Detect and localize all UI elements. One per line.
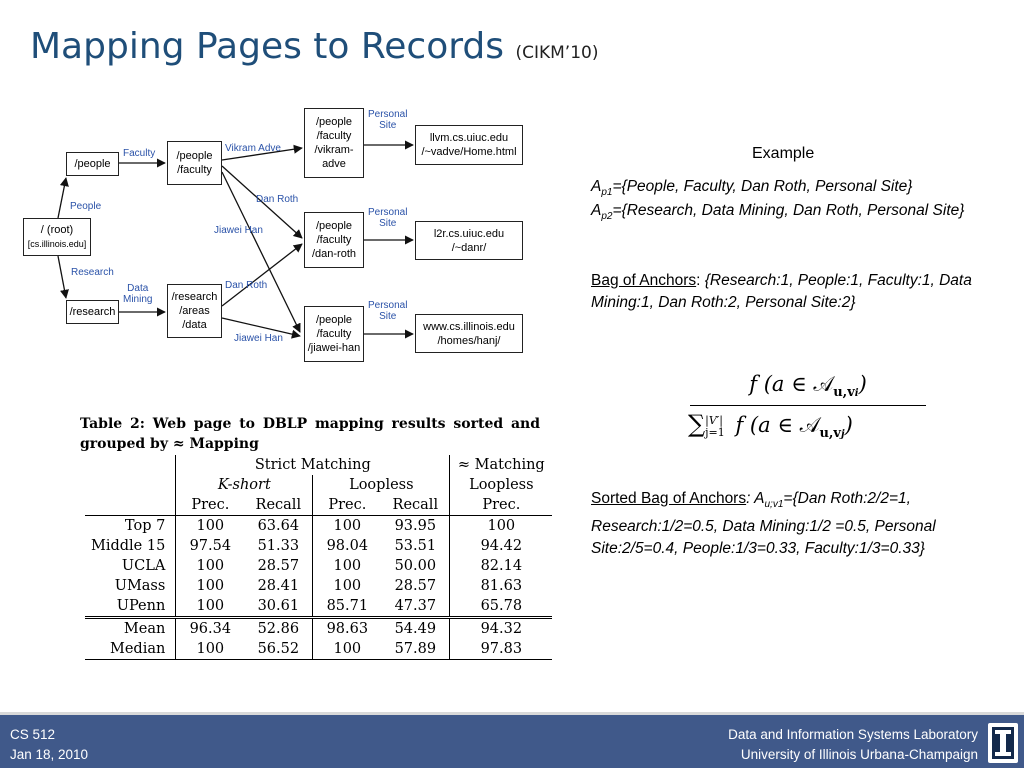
table-cell: 53.51 <box>394 538 437 554</box>
table-cell: 56.52 <box>257 641 300 657</box>
footer-date: Jan 18, 2010 <box>10 747 89 762</box>
title-venue: (CIKM’10) <box>515 43 599 63</box>
formula-denominator: ∑ |V′| j=1 f (a ∈ 𝒜$_{u,vj}$) <box>688 410 853 442</box>
edge-label-personal-site-3 <box>368 300 407 322</box>
formula-in: ∈ <box>777 413 793 437</box>
table-cell: 100 <box>176 596 245 618</box>
node-site-danr <box>415 221 523 260</box>
anchor-set-text: ={People, Faculty, Dan Roth, Personal Site} <box>612 178 913 195</box>
formula-subscript: i <box>854 388 859 400</box>
formula-anchor-set: 𝒜 <box>799 413 820 437</box>
row-label: UMass <box>114 578 166 594</box>
edge-label-data-mining <box>123 283 152 305</box>
anchor-set-label: A <box>591 202 602 219</box>
bag-of-anchors <box>591 270 991 314</box>
col-header: Prec. <box>176 495 245 516</box>
table-row <box>85 556 552 576</box>
table-cell: 57.89 <box>394 641 437 657</box>
bag-of-anchors-title: Bag of Anchors <box>591 272 697 289</box>
formula-sum: ∑ <box>688 410 706 438</box>
node-text: llvm.cs.uiuc.edu <box>429 132 509 144</box>
node-text: /people <box>315 314 353 326</box>
sub-header-loopless-approx: Loopless <box>450 475 553 495</box>
table-cell: 100 <box>313 639 382 660</box>
table-cell: 47.37 <box>394 598 437 614</box>
row-label: Median <box>109 641 166 657</box>
table-row <box>85 516 552 537</box>
col-header: Prec. <box>450 495 553 516</box>
footer-right <box>728 725 978 765</box>
table-cell: 100 <box>313 576 382 596</box>
table-cell: 28.57 <box>394 578 437 594</box>
node-research-label: /research <box>69 306 116 318</box>
row-label: Mean <box>123 621 166 637</box>
table-cell: 100 <box>450 516 553 537</box>
table-corner <box>85 455 176 475</box>
table-cell: 100 <box>176 516 245 537</box>
formula-f: f <box>735 413 744 437</box>
table-caption: Table 2: Web page to DBLP mapping results sorted and grouped by ≈ Mapping <box>80 416 540 452</box>
footer-left <box>10 725 88 765</box>
formula-subscript: j <box>840 429 845 441</box>
node-root-host: [cs.illinois.edu] <box>27 239 87 249</box>
table-cell: 100 <box>313 556 382 576</box>
formula-numerator: f (a ∈ 𝒜$_{u,vi}$) <box>749 372 867 401</box>
formula-a: a <box>758 413 771 437</box>
table-summary-row <box>85 639 552 660</box>
edge-label-text: Site <box>379 311 397 322</box>
node-text: /homes/hanj/ <box>437 334 501 347</box>
node-text: /faculty <box>316 234 352 246</box>
edge-label-text: Data <box>127 283 149 294</box>
edge-label-text: Site <box>379 120 397 131</box>
table-cell: 96.34 <box>176 618 245 640</box>
weight-formula <box>688 372 928 452</box>
table-summary <box>85 618 552 660</box>
formula-sum-upper: |V′| <box>705 413 723 427</box>
table-cell: 30.61 <box>257 598 300 614</box>
node-text: /research <box>171 291 218 303</box>
formula-fraction-bar <box>690 405 926 406</box>
table-summary-row <box>85 618 552 640</box>
node-text: /faculty <box>316 130 352 142</box>
anchor-set-subscript: p1 <box>601 187 613 199</box>
edge-label-text: Mining <box>123 294 153 305</box>
footer-lab: Data and Information Systems Laboratory <box>728 727 978 742</box>
table-cell: 82.14 <box>450 556 553 576</box>
formula-sum-lower: j=1 <box>705 425 725 439</box>
sorted-bag-subscript: u;v1 <box>764 499 784 511</box>
table-corner <box>85 475 176 495</box>
anchor-set-text: ={Research, Data Mining, Dan Roth, Personal Site} <box>612 202 965 219</box>
node-text: /people <box>315 116 353 128</box>
edge-label-people: People <box>70 201 102 212</box>
node-text: /faculty <box>316 328 352 340</box>
bag-of-anchors-text: {Research:1, People:1, Faculty:1, Data Mining:1, Dan Roth:2, Personal Site:2} <box>591 272 972 311</box>
edge-label-personal-site-1 <box>368 109 407 131</box>
title-main: Mapping Pages to Records <box>30 26 505 67</box>
node-people-faculty <box>167 141 222 185</box>
node-dan-roth <box>304 212 364 268</box>
table-cell: 94.42 <box>450 536 553 556</box>
node-text: l2r.cs.uiuc.edu <box>433 227 505 240</box>
col-header: Recall <box>255 497 302 513</box>
node-text: /people <box>176 150 213 162</box>
formula-f: f <box>749 372 758 396</box>
row-label: Top 7 <box>124 518 166 534</box>
node-text: /areas <box>179 305 210 317</box>
node-text: /dan-roth <box>311 248 357 260</box>
edge-people <box>58 178 66 218</box>
node-root <box>23 218 91 256</box>
table-cell: 50.00 <box>394 558 437 574</box>
group-header-strict: Strict Matching <box>176 455 450 475</box>
table-body <box>85 516 552 618</box>
row-label: UPenn <box>116 598 166 614</box>
node-research <box>66 300 119 324</box>
table-cell: 51.33 <box>257 538 300 554</box>
table-row <box>85 596 552 618</box>
table-cell: 28.41 <box>257 578 300 594</box>
table-cell: 98.04 <box>313 536 382 556</box>
table-cell: 63.64 <box>257 518 300 534</box>
edge-label-text: Site <box>379 218 397 229</box>
sorted-bag-text: ={Dan Roth:2/2=1, Research:1/2=0.5, Data Mining:1/2 =0.5, Personal Site:2/5=0.4, People:1/3=0.33, Faculty:1/3=0.33} <box>591 490 936 558</box>
edge-label-text: Personal <box>368 207 408 218</box>
row-label: UCLA <box>121 558 166 574</box>
table-cell: 85.71 <box>313 596 382 618</box>
sorted-bag-title: Sorted Bag of Anchors <box>591 490 747 507</box>
row-label: Middle 15 <box>91 538 166 554</box>
anchor-set-label: A <box>591 178 602 195</box>
group-header-approx: ≈ Matching <box>450 455 553 475</box>
formula-anchor-set: 𝒜 <box>813 372 834 396</box>
formula-in: ∈ <box>791 372 807 396</box>
sub-header-kshort: K-short <box>176 475 313 495</box>
node-vikram-adve <box>304 108 364 178</box>
edge-label-text: Personal <box>368 300 408 311</box>
col-header: Recall <box>392 497 439 513</box>
table-row <box>85 576 552 596</box>
footer-bar <box>0 712 1024 768</box>
edge-label-danroth-1: Dan Roth <box>256 194 299 205</box>
edge-label-research: Research <box>71 267 114 278</box>
sub-header-loopless: Loopless <box>313 475 450 495</box>
node-text: /vikram- <box>314 144 354 156</box>
table-cell: 97.54 <box>176 536 245 556</box>
table-cell: 98.63 <box>313 618 382 640</box>
table-cell: 28.57 <box>257 558 300 574</box>
table-cell: 54.49 <box>394 621 437 637</box>
illinois-logo-icon <box>988 723 1018 763</box>
footer-university: University of Illinois Urbana-Champaign <box>740 747 978 762</box>
node-people-label: /people <box>74 158 111 170</box>
edge-label-danroth-2: Dan Roth <box>225 280 268 291</box>
sorted-bag-of-anchors <box>591 488 991 560</box>
sorted-bag-colon: : A <box>746 490 765 507</box>
node-root-path: / (root) <box>40 224 74 236</box>
node-site-hanj <box>415 314 523 353</box>
table-cell: 52.86 <box>257 621 300 637</box>
table-cell: 100 <box>313 516 382 537</box>
node-text: /people <box>315 220 353 232</box>
edge-label-faculty: Faculty <box>123 148 156 159</box>
edge-label-vikram: Vikram Adve <box>225 143 281 154</box>
node-text: /faculty <box>177 164 212 176</box>
node-text: /~vadve/Home.html <box>421 146 517 158</box>
table-group-header <box>85 455 552 475</box>
edge-label-jiawei-2: Jiawei Han <box>234 333 283 344</box>
table-cell: 65.78 <box>450 596 553 618</box>
edge-label-personal-site-2 <box>368 207 407 229</box>
table-sub-header <box>85 475 552 495</box>
anchor-set-subscript: p2 <box>601 211 613 223</box>
table-cell: 94.32 <box>450 618 553 640</box>
node-text: /data <box>182 319 207 331</box>
node-text: /~danr/ <box>451 241 487 254</box>
table-cell: 100 <box>176 639 245 660</box>
footer-course: CS 512 <box>10 727 56 742</box>
results-table <box>85 455 552 660</box>
node-people <box>66 152 119 176</box>
table-corner <box>85 495 176 516</box>
node-text: www.cs.illinois.edu <box>423 320 515 333</box>
table-cell: 81.63 <box>450 576 553 596</box>
formula-subscript: u,v <box>819 426 841 442</box>
bag-of-anchors-colon: : <box>696 272 705 289</box>
table-cell: 100 <box>176 576 245 596</box>
formula-a: a <box>771 372 785 396</box>
table-cell: 100 <box>176 556 245 576</box>
edge-label-jiawei-1: Jiawei Han <box>214 225 263 236</box>
table-row <box>85 536 552 556</box>
node-text: adve <box>322 158 346 170</box>
node-text: /jiawei-han <box>307 342 361 354</box>
node-site-vadve <box>415 125 523 165</box>
node-jiawei-han <box>304 306 364 362</box>
table-cell: 97.83 <box>450 639 553 660</box>
anchor-set-p2 <box>591 200 991 228</box>
node-research-areas-data <box>167 284 222 338</box>
example-heading: Example <box>752 145 815 162</box>
edge-label-text: Personal <box>368 109 408 120</box>
edge-research <box>58 256 66 298</box>
table-col-header <box>85 495 552 516</box>
col-header: Prec. <box>313 495 382 516</box>
table-cell: 93.95 <box>394 518 437 534</box>
formula-subscript: u,v <box>833 385 855 401</box>
